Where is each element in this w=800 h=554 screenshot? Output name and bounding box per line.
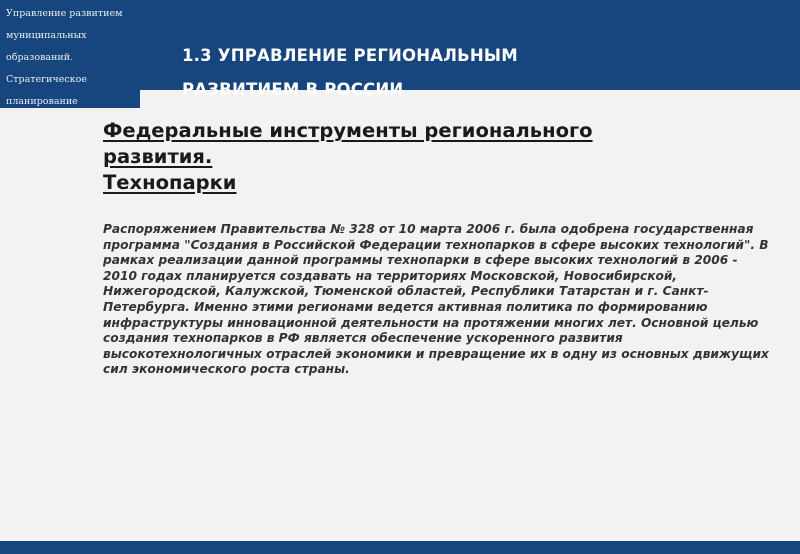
slide-header-title: 1.3 УПРАВЛЕНИЕ РЕГИОНАЛЬНЫМ РАЗВИТИЕМ В РОССИИ	[182, 46, 518, 99]
content-body: Распоряжением Правительства № 328 от 10 марта 2006 г. была одобрена государственная программа "Создания в Российской Федерации технопарков в сфере высоких технологий". В рамках реализации данной программы технопарки в сфере высоких технологий в 2006 - 2010 годах планируется создавать на территориях Московской, Новосибирской, Нижегородской, Калужской, Тюменской областей, Республики Татарстан и г. Санкт-Петербурга. Именно этими регионами ведется активная политика по формированию инфраструктуры инновационной деятельности на протяжении многих лет. Основной целью создания технопарков в РФ является обеспечение ускоренного развития высокотехнологичных отраслей экономики и превращение их в одну из основных движущих сил экономического роста страны.	[103, 222, 769, 377]
sidebar-label: Управление развитием муниципальных образований. Стратегическое планирование	[6, 8, 123, 107]
content-title	[103, 118, 783, 196]
content-title-line-2: развития.	[103, 145, 213, 168]
sidebar-label-box	[0, 0, 140, 108]
footer-band	[0, 541, 800, 554]
content-title-line-1: Федеральные инструменты регионального	[103, 119, 593, 142]
content-title-line-3: Технопарки	[103, 171, 237, 194]
